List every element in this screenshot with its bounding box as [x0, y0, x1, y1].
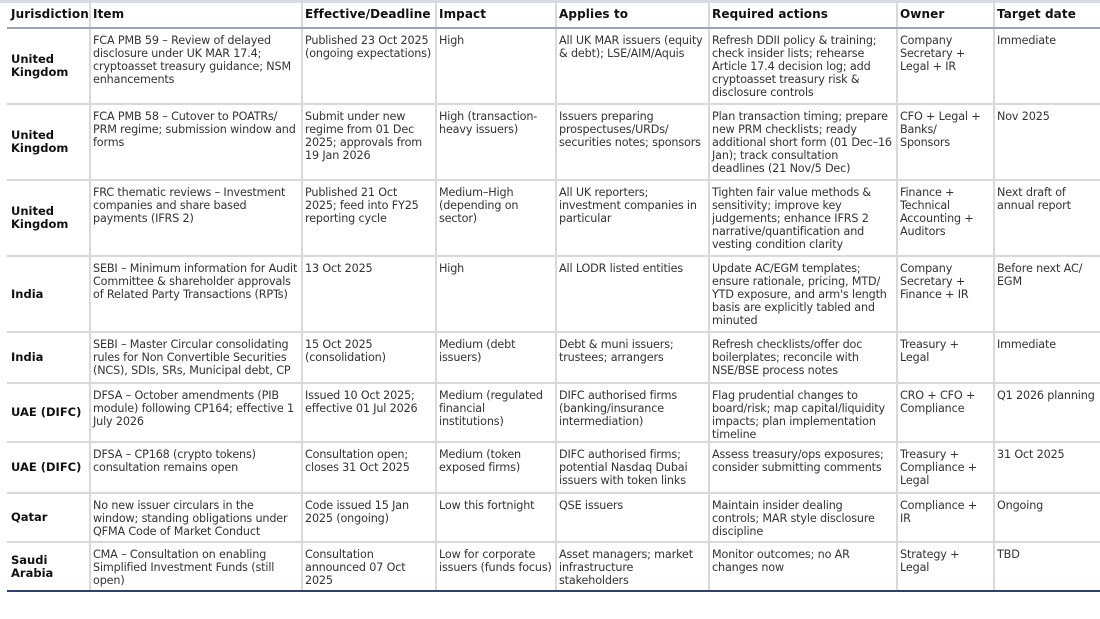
applies-to-cell: DIFC authorised firms; potential Nasdaq Dubai issuers with token links [556, 442, 709, 493]
owner-cell: Treasury + Legal [897, 332, 994, 383]
column-header-impact: Impact [436, 3, 556, 28]
effective-cell: Consultation announced 07 Oct 2025 [302, 542, 436, 591]
item-cell: CMA – Consultation on enabling Simplified Investment Funds (still open) [90, 542, 302, 591]
actions-cell: Tighten fair value methods & sensitivity; improve key judgements; enhance IFRS 2 narrative/quantification and vesting condition clarity [709, 180, 897, 256]
target-date-cell: Ongoing [994, 493, 1100, 542]
column-header-applies-to: Applies to [556, 3, 709, 28]
item-cell: SEBI – Minimum information for Audit Committee & shareholder approvals of Related Party Transactions (RPTs) [90, 256, 302, 332]
impact-cell: Low this fortnight [436, 493, 556, 542]
owner-cell: Compliance + IR [897, 493, 994, 542]
applies-to-cell: DIFC authorised firms (banking/insurance intermediation) [556, 383, 709, 442]
target-date-cell: Q1 2026 planning [994, 383, 1100, 442]
effective-cell: 13 Oct 2025 [302, 256, 436, 332]
owner-cell: Company Secretary + Legal + IR [897, 28, 994, 104]
table-row [7, 28, 1100, 104]
jurisdiction-cell: Saudi Arabia [7, 542, 90, 591]
column-header-target-date: Target date [994, 3, 1100, 28]
effective-cell: Submit under new regime from 01 Dec 2025; approvals from 19 Jan 2026 [302, 104, 436, 180]
impact-cell: High [436, 256, 556, 332]
target-date-cell: Nov 2025 [994, 104, 1100, 180]
table-row [7, 542, 1100, 591]
impact-cell: Low for corporate issuers (funds focus) [436, 542, 556, 591]
item-cell: DFSA – CP168 (crypto tokens) consultation remains open [90, 442, 302, 493]
item-cell: SEBI – Master Circular consolidating rules for Non Convertible Securities (NCS), SDIs, SRs, Municipal debt, CP [90, 332, 302, 383]
applies-to-cell: Debt & muni issuers; trustees; arrangers [556, 332, 709, 383]
effective-cell: Issued 10 Oct 2025; effective 01 Jul 2026 [302, 383, 436, 442]
actions-cell: Refresh checklists/offer doc boilerplates; reconcile with NSE/BSE process notes [709, 332, 897, 383]
actions-cell: Assess treasury/ops exposures; consider submitting comments [709, 442, 897, 493]
impact-cell: Medium (debt issuers) [436, 332, 556, 383]
actions-cell: Refresh DDII policy & training; check insider lists; rehearse Article 17.4 decision log; add cryptoasset treasury risk & disclosure controls [709, 28, 897, 104]
owner-cell: Treasury + Compliance + Legal [897, 442, 994, 493]
owner-cell: Strategy + Legal [897, 542, 994, 591]
impact-cell: Medium (token exposed firms) [436, 442, 556, 493]
actions-cell: Monitor outcomes; no AR changes now [709, 542, 897, 591]
jurisdiction-cell: India [7, 332, 90, 383]
actions-cell: Flag prudential changes to board/risk; map capital/liquidity impacts; plan implementation timeline [709, 383, 897, 442]
jurisdiction-cell: UAE (DIFC) [7, 383, 90, 442]
target-date-cell: Next draft of annual report [994, 180, 1100, 256]
item-cell: FCA PMB 58 – Cutover to POATRs/ PRM regime; submission window and forms [90, 104, 302, 180]
impact-cell: Medium–High (depending on sector) [436, 180, 556, 256]
effective-cell: Code issued 15 Jan 2025 (ongoing) [302, 493, 436, 542]
applies-to-cell: QSE issuers [556, 493, 709, 542]
actions-cell: Plan transaction timing; prepare new PRM checklists; ready additional short form (01 Dec–16 Jan); track consultation deadlines (21 Nov/5 Dec) [709, 104, 897, 180]
jurisdiction-cell: UAE (DIFC) [7, 442, 90, 493]
table-row [7, 383, 1100, 442]
target-date-cell: Immediate [994, 28, 1100, 104]
impact-cell: Medium (regulated financial institutions) [436, 383, 556, 442]
impact-cell: High [436, 28, 556, 104]
table-row [7, 332, 1100, 383]
actions-cell: Update AC/EGM templates; ensure rationale, pricing, MTD/ YTD exposure, and arm's length basis are explicitly tabled and minuted [709, 256, 897, 332]
target-date-cell: Immediate [994, 332, 1100, 383]
jurisdiction-cell: United Kingdom [7, 104, 90, 180]
table-row [7, 493, 1100, 542]
item-cell: FCA PMB 59 – Review of delayed disclosure under UK MAR 17.4; cryptoasset treasury guidance; NSM enhancements [90, 28, 302, 104]
owner-cell: CRO + CFO + Compliance [897, 383, 994, 442]
table-row [7, 180, 1100, 256]
jurisdiction-cell: India [7, 256, 90, 332]
applies-to-cell: All LODR listed entities [556, 256, 709, 332]
item-cell: No new issuer circulars in the window; standing obligations under QFMA Code of Market Conduct [90, 493, 302, 542]
effective-cell: 15 Oct 2025 (consolidation) [302, 332, 436, 383]
jurisdiction-cell: United Kingdom [7, 180, 90, 256]
applies-to-cell: All UK MAR issuers (equity & debt); LSE/AIM/Aquis [556, 28, 709, 104]
header-row [7, 3, 1100, 28]
applies-to-cell: Issuers preparing prospectuses/URDs/ securities notes; sponsors [556, 104, 709, 180]
column-header-jurisdiction: Jurisdiction [7, 3, 90, 28]
jurisdiction-cell: Qatar [7, 493, 90, 542]
owner-cell: Company Secretary + Finance + IR [897, 256, 994, 332]
column-header-item: Item [90, 3, 302, 28]
effective-cell: Consultation open; closes 31 Oct 2025 [302, 442, 436, 493]
target-date-cell: Before next AC/ EGM [994, 256, 1100, 332]
table-row [7, 104, 1100, 180]
applies-to-cell: All UK reporters; investment companies in particular [556, 180, 709, 256]
item-cell: DFSA – October amendments (PIB module) following CP164; effective 1 July 2026 [90, 383, 302, 442]
effective-cell: Published 21 Oct 2025; feed into FY25 reporting cycle [302, 180, 436, 256]
target-date-cell: 31 Oct 2025 [994, 442, 1100, 493]
column-header-effective-deadline: Effective/Deadline [302, 3, 436, 28]
item-cell: FRC thematic reviews – Investment companies and share based payments (IFRS 2) [90, 180, 302, 256]
jurisdiction-cell: United Kingdom [7, 28, 90, 104]
actions-cell: Maintain insider dealing controls; MAR style disclosure discipline [709, 493, 897, 542]
impact-cell: High (transaction-heavy issuers) [436, 104, 556, 180]
target-date-cell: TBD [994, 542, 1100, 591]
table-row [7, 256, 1100, 332]
owner-cell: Finance + Technical Accounting + Auditors [897, 180, 994, 256]
regulatory-updates-table [7, 3, 1100, 592]
effective-cell: Published 23 Oct 2025 (ongoing expectations) [302, 28, 436, 104]
column-header-owner: Owner [897, 3, 994, 28]
owner-cell: CFO + Legal + Banks/ Sponsors [897, 104, 994, 180]
applies-to-cell: Asset managers; market infrastructure stakeholders [556, 542, 709, 591]
column-header-required-actions: Required actions [709, 3, 897, 28]
table-row [7, 442, 1100, 493]
